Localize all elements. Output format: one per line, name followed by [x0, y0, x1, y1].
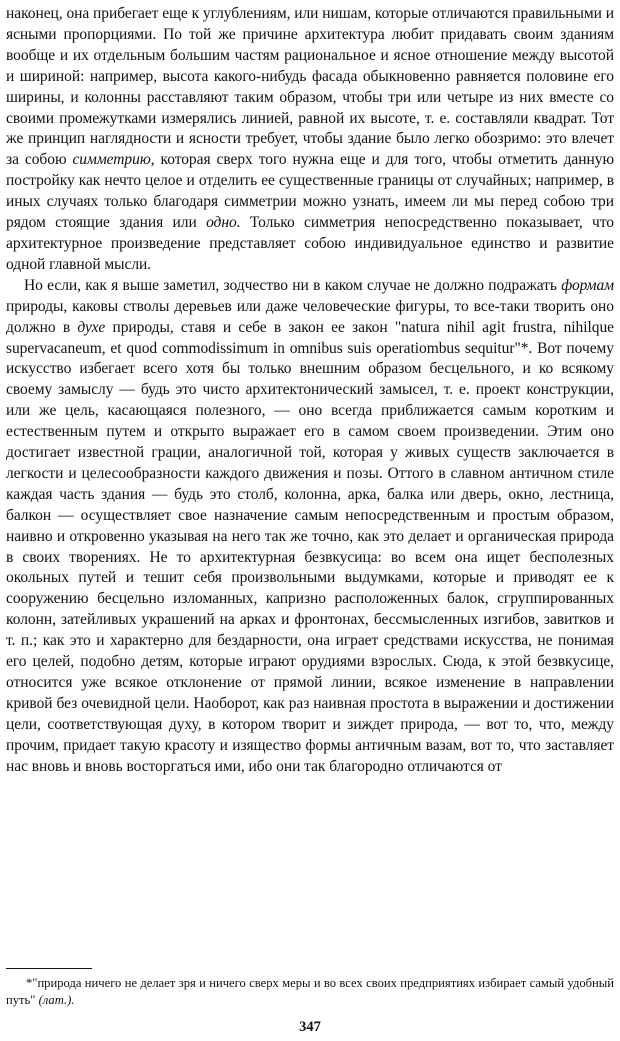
paragraph-text: которая сверх того нужна еще и для того, чтобы отметить данную постройку как нечто целое и отделить ее существенные границы от случайных; например, в иных случаях только благодаря симметрии можно узнать, имеем ли мы перед собою три рядом стоящие здания или: [6, 151, 614, 232]
paragraph-text: Только симметрия непосредственно показывает, что архитектурное произведение представляет собою индивидуальное единство и развитие одной главной мысли.: [6, 214, 614, 273]
italic-term: одно.: [206, 214, 241, 232]
footnote-language-note: (лат.).: [38, 993, 75, 1007]
italic-term: симметрию,: [72, 151, 155, 169]
paragraph-text: природы, ставя и себе в закон ее закон "natura nihil agit frustra, nihilque supervacaneum, et quod commodissimum in omnibus suis operatiombus sequitur"*. Вот почему искусство избегает всего хотя бы только внешним образом бесцельного, и ко всякому своему замыслу — будь это чисто архитектонический замысел, т. е. проект конструкции, или же цель, касающаяся полезного, — оно всегда приближается самым коротким и естественным путем и открыто выражает его в самом своем произведении. Этим оно достигает известной грации, аналогичной той, которая у живых существ заключается в легкости и целесообразности каждого движения и позы. Оттого в славном античном стиле каждая часть здания — будь это столб, колонна, арка, балка или дверь, окно, лестница, балкон — осуществляет свое назначение самым непосредственным и простым образом, наивно и откровенно указывая на него так же точно, как это делает и органическая природа в своих творениях. Не то архитектурная безвкусица: во всем она ищет бесполезных окольных путей и тешит себя произвольными выдумками, которые и приводят ее к сооружению бесцельно изломанных, капризно расположенных балок, сгруппированных колонн, затейливых украшений на арках и фронтонах, бессмысленных изгибов, завитков и т. п.; как это и характерно для бездарности, она играет средствами искусства, не понимая его целей, подобно детям, которые играют орудиями взрослых. Сюда, к этой безвкусице, относится уже всякое отклонение от прямой линии, всякое изменение в направлении кривой без очевидной цели. Наоборот, как раз наивная простота в выражении и достижении цели, соответствующая духу, в котором творит и зиждет природа, — вот то, что, между прочим, придает такую красоту и изящество формы античным вазам, вот то, что заставляет нас вновь и вновь восторгаться ими, ибо они так благородно отличаются от: [6, 318, 615, 775]
paragraph: [6, 4, 614, 276]
paragraph: [6, 276, 614, 778]
paragraph-text: природы, каковы стволы деревьев или даже человеческие фигуры, то все-таки творить оно должно в: [6, 297, 614, 336]
footnote-divider: [6, 968, 92, 969]
italic-term: формам: [561, 276, 614, 294]
paragraph-text: Но если, как я выше заметил, зодчество ни в каком случае не должно подражать: [24, 276, 562, 294]
footnote: [6, 975, 614, 1009]
page-number: 347: [299, 1019, 321, 1035]
page-body: [6, 4, 614, 778]
italic-term: духе: [77, 318, 106, 336]
footnote-text: *"природа ничего не делает зря и ничего сверх меры и во всех своих предприятиях избирает самый удобный путь": [6, 976, 614, 1007]
paragraph-text: наконец, она прибегает еще к углублениям, или нишам, которые отличаются правильными и ясными пропорциями. По той же причине архитектура любит придавать своим зданиям вообще и их отдельным большим частям рациональное и ясное отношение между высотой и шириной: например, высота какого-нибудь фасада обыкновенно равняется половине его ширины, и колонны расставляют таким образом, чтобы три или четыре из них вместе со своими промежутками измерялись линией, равной их высоте, т. е. составляли квадрат. Тот же принцип наглядности и ясности требует, чтобы здание было легко обозримо: это влечет за собою: [6, 5, 614, 169]
